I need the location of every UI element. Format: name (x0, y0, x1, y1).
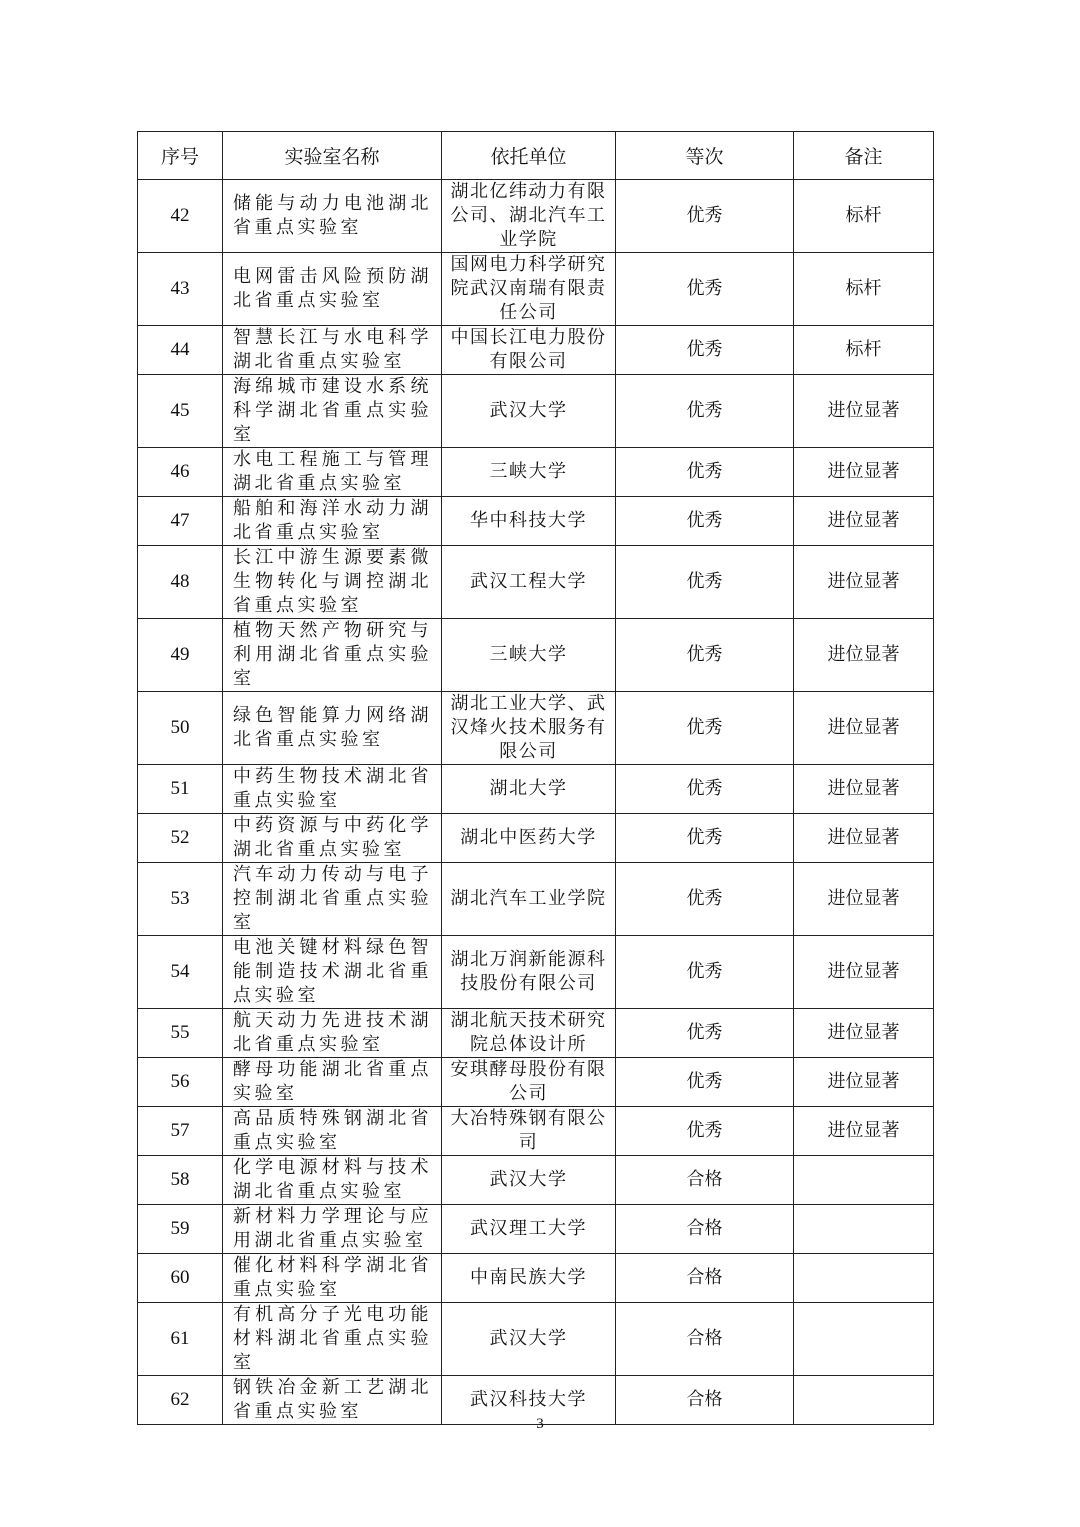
header-host-unit: 依托单位 (442, 132, 616, 180)
cell-note-text: 标杆 (845, 205, 882, 226)
cell-serial-number-text: 44 (170, 339, 190, 360)
cell-serial-number (138, 180, 223, 253)
table-row (138, 936, 934, 1009)
cell-note-text: 进位显著 (827, 717, 900, 738)
cell-serial-number (138, 619, 223, 692)
cell-lab-name (223, 1156, 442, 1205)
cell-grade-text: 合格 (686, 1169, 723, 1190)
cell-note (794, 1303, 934, 1376)
cell-grade (616, 692, 794, 765)
cell-grade-text: 优秀 (686, 717, 723, 738)
cell-host-unit (442, 448, 616, 497)
cell-host-unit (442, 1303, 616, 1376)
cell-serial-number-text: 57 (170, 1120, 190, 1141)
cell-serial-number (138, 936, 223, 1009)
cell-serial-number (138, 692, 223, 765)
table-row (138, 1058, 934, 1107)
table-row (138, 765, 934, 814)
cell-note (794, 448, 934, 497)
cell-lab-name (223, 253, 442, 326)
cell-host-unit (442, 1156, 616, 1205)
table-row (138, 1107, 934, 1156)
cell-serial-number (138, 765, 223, 814)
cell-lab-name-text: 植物天然产物研究与利用湖北省重点实验室 (233, 620, 432, 689)
table-row (138, 497, 934, 546)
cell-serial-number (138, 1205, 223, 1254)
cell-note (794, 497, 934, 546)
cell-grade-text: 优秀 (686, 339, 723, 360)
cell-serial-number-text: 42 (170, 205, 190, 226)
table-row (138, 1205, 934, 1254)
cell-host-unit (442, 497, 616, 546)
cell-grade-text: 优秀 (686, 1120, 723, 1141)
cell-grade (616, 253, 794, 326)
cell-serial-number (138, 1156, 223, 1205)
table-row (138, 619, 934, 692)
cell-host-unit-text: 湖北航天技术研究院总体设计所 (450, 1010, 607, 1055)
cell-serial-number-text: 56 (170, 1071, 190, 1092)
cell-host-unit-text: 武汉大学 (489, 1328, 568, 1349)
cell-note-text: 进位显著 (827, 461, 900, 482)
cell-grade (616, 936, 794, 1009)
cell-lab-name (223, 375, 442, 448)
cell-note-text: 进位显著 (827, 827, 900, 848)
cell-serial-number (138, 497, 223, 546)
cell-host-unit (442, 546, 616, 619)
cell-lab-name (223, 326, 442, 375)
cell-lab-name-text: 电网雷击风险预防湖北省重点实验室 (233, 266, 432, 311)
cell-host-unit-text: 湖北工业大学、武汉烽火技术服务有限公司 (450, 693, 607, 762)
table-body (138, 180, 934, 1425)
cell-lab-name-text: 催化材料科学湖北省重点实验室 (233, 1255, 432, 1300)
cell-serial-number-text: 59 (170, 1218, 190, 1239)
cell-grade (616, 497, 794, 546)
cell-grade (616, 326, 794, 375)
cell-serial-number-text: 55 (170, 1022, 190, 1043)
cell-serial-number-text: 62 (170, 1389, 190, 1410)
cell-host-unit (442, 375, 616, 448)
cell-host-unit-text: 湖北大学 (489, 778, 568, 799)
cell-lab-name (223, 180, 442, 253)
table-row (138, 692, 934, 765)
header-lab-name: 实验室名称 (223, 132, 442, 180)
cell-grade-text: 优秀 (686, 278, 723, 299)
cell-note-text: 进位显著 (827, 1071, 900, 1092)
cell-host-unit (442, 619, 616, 692)
cell-serial-number-text: 47 (170, 510, 190, 531)
cell-lab-name-text: 汽车动力传动与电子控制湖北省重点实验室 (233, 864, 432, 933)
cell-host-unit (442, 1058, 616, 1107)
cell-host-unit-text: 国网电力科学研究院武汉南瑞有限责任公司 (450, 254, 607, 323)
page-number: 3 (536, 1416, 544, 1432)
cell-serial-number (138, 253, 223, 326)
cell-note-text: 进位显著 (827, 571, 900, 592)
cell-host-unit-text: 湖北汽车工业学院 (450, 888, 607, 909)
cell-note (794, 692, 934, 765)
cell-grade (616, 448, 794, 497)
cell-grade (616, 1303, 794, 1376)
cell-host-unit-text: 大冶特殊钢有限公司 (450, 1108, 607, 1153)
cell-note-text: 进位显著 (827, 644, 900, 665)
cell-lab-name-text: 有机高分子光电功能材料湖北省重点实验室 (233, 1304, 432, 1373)
cell-host-unit-text: 湖北中医药大学 (460, 827, 597, 848)
cell-serial-number (138, 863, 223, 936)
cell-lab-name-text: 智慧长江与水电科学湖北省重点实验室 (233, 327, 432, 372)
table-row (138, 863, 934, 936)
cell-lab-name-text: 航天动力先进技术湖北省重点实验室 (233, 1010, 432, 1055)
cell-grade-text: 优秀 (686, 778, 723, 799)
cell-grade-text: 优秀 (686, 510, 723, 531)
cell-lab-name (223, 1009, 442, 1058)
cell-serial-number (138, 1254, 223, 1303)
table-header-row (138, 132, 934, 180)
table-row (138, 180, 934, 253)
cell-grade (616, 1009, 794, 1058)
cell-note (794, 546, 934, 619)
cell-note (794, 180, 934, 253)
cell-note-text: 进位显著 (827, 778, 900, 799)
cell-lab-name-text: 绿色智能算力网络湖北省重点实验室 (233, 705, 432, 750)
cell-note (794, 863, 934, 936)
cell-serial-number (138, 1303, 223, 1376)
cell-host-unit-text: 三峡大学 (489, 461, 568, 482)
cell-lab-name (223, 1205, 442, 1254)
cell-host-unit (442, 1205, 616, 1254)
cell-note-text: 标杆 (845, 278, 882, 299)
cell-host-unit (442, 1254, 616, 1303)
cell-serial-number-text: 48 (170, 571, 190, 592)
cell-grade-text: 合格 (686, 1389, 723, 1410)
cell-grade-text: 优秀 (686, 461, 723, 482)
cell-serial-number-text: 45 (170, 400, 190, 421)
cell-note-text: 标杆 (845, 339, 882, 360)
cell-grade (616, 814, 794, 863)
cell-grade-text: 优秀 (686, 400, 723, 421)
cell-note (794, 1058, 934, 1107)
cell-lab-name-text: 中药生物技术湖北省重点实验室 (233, 766, 432, 811)
cell-serial-number-text: 61 (170, 1328, 190, 1349)
cell-grade (616, 1156, 794, 1205)
cell-lab-name-text: 电池关键材料绿色智能制造技术湖北省重点实验室 (233, 937, 432, 1006)
cell-host-unit-text: 三峡大学 (489, 644, 568, 665)
cell-serial-number (138, 1009, 223, 1058)
cell-lab-name-text: 水电工程施工与管理湖北省重点实验室 (233, 449, 432, 494)
cell-serial-number (138, 1058, 223, 1107)
cell-grade-text: 合格 (686, 1328, 723, 1349)
cell-grade (616, 1254, 794, 1303)
cell-grade (616, 1058, 794, 1107)
cell-grade-text: 优秀 (686, 961, 723, 982)
cell-serial-number (138, 546, 223, 619)
cell-note-text: 进位显著 (827, 1120, 900, 1141)
cell-grade (616, 546, 794, 619)
cell-host-unit-text: 华中科技大学 (470, 510, 587, 531)
header-serial-number: 序号 (138, 132, 223, 180)
cell-host-unit (442, 180, 616, 253)
cell-note (794, 1107, 934, 1156)
cell-note (794, 1254, 934, 1303)
cell-serial-number-text: 50 (170, 717, 190, 738)
cell-serial-number (138, 814, 223, 863)
cell-note (794, 1156, 934, 1205)
table-row (138, 1254, 934, 1303)
table-row (138, 448, 934, 497)
cell-note (794, 253, 934, 326)
cell-note (794, 936, 934, 1009)
cell-note (794, 1205, 934, 1254)
cell-lab-name-text: 化学电源材料与技术湖北省重点实验室 (233, 1157, 432, 1202)
cell-grade (616, 765, 794, 814)
cell-note (794, 619, 934, 692)
cell-serial-number-text: 60 (170, 1267, 190, 1288)
cell-lab-name-text: 新材料力学理论与应用湖北省重点实验室 (233, 1206, 432, 1251)
cell-serial-number-text: 43 (170, 278, 190, 299)
cell-host-unit (442, 936, 616, 1009)
cell-grade-text: 优秀 (686, 888, 723, 909)
cell-grade-text: 优秀 (686, 205, 723, 226)
cell-serial-number (138, 375, 223, 448)
cell-host-unit (442, 326, 616, 375)
cell-host-unit (442, 765, 616, 814)
cell-note-text: 进位显著 (827, 400, 900, 421)
table-row (138, 546, 934, 619)
cell-grade (616, 863, 794, 936)
cell-serial-number-text: 54 (170, 961, 190, 982)
table-row (138, 1156, 934, 1205)
header-grade: 等次 (616, 132, 794, 180)
cell-lab-name (223, 1303, 442, 1376)
cell-lab-name-text: 储能与动力电池湖北省重点实验室 (233, 193, 432, 238)
cell-serial-number-text: 52 (170, 827, 190, 848)
cell-host-unit-text: 武汉大学 (489, 400, 568, 421)
cell-serial-number-text: 53 (170, 888, 190, 909)
cell-lab-name (223, 448, 442, 497)
cell-lab-name (223, 936, 442, 1009)
cell-grade-text: 优秀 (686, 827, 723, 848)
cell-lab-name (223, 1107, 442, 1156)
cell-note-text: 进位显著 (827, 1022, 900, 1043)
cell-note (794, 814, 934, 863)
cell-host-unit-text: 武汉理工大学 (470, 1218, 587, 1239)
cell-lab-name (223, 814, 442, 863)
table-row (138, 326, 934, 375)
cell-serial-number-text: 46 (170, 461, 190, 482)
cell-serial-number (138, 326, 223, 375)
cell-grade (616, 180, 794, 253)
cell-host-unit-text: 中国长江电力股份有限公司 (450, 327, 607, 372)
cell-grade-text: 优秀 (686, 571, 723, 592)
cell-lab-name (223, 1058, 442, 1107)
table-row (138, 1009, 934, 1058)
cell-note-text: 进位显著 (827, 961, 900, 982)
cell-grade (616, 375, 794, 448)
cell-grade-text: 优秀 (686, 1022, 723, 1043)
table-row (138, 814, 934, 863)
cell-host-unit (442, 863, 616, 936)
cell-host-unit-text: 湖北亿纬动力有限公司、湖北汽车工业学院 (450, 181, 607, 250)
cell-lab-name (223, 863, 442, 936)
header-note: 备注 (794, 132, 934, 180)
cell-host-unit-text: 中南民族大学 (470, 1267, 587, 1288)
cell-note-text: 进位显著 (827, 510, 900, 531)
cell-serial-number (138, 1107, 223, 1156)
cell-host-unit-text: 武汉大学 (489, 1169, 568, 1190)
cell-grade-text: 优秀 (686, 644, 723, 665)
cell-grade-text: 合格 (686, 1267, 723, 1288)
cell-lab-name (223, 619, 442, 692)
cell-host-unit (442, 692, 616, 765)
cell-host-unit (442, 253, 616, 326)
cell-lab-name-text: 中药资源与中药化学湖北省重点实验室 (233, 815, 432, 860)
table-row (138, 375, 934, 448)
cell-grade (616, 1205, 794, 1254)
cell-lab-name-text: 船舶和海洋水动力湖北省重点实验室 (233, 498, 432, 543)
cell-serial-number-text: 58 (170, 1169, 190, 1190)
cell-grade-text: 合格 (686, 1218, 723, 1239)
cell-host-unit-text: 武汉工程大学 (470, 571, 587, 592)
cell-serial-number-text: 51 (170, 778, 190, 799)
cell-lab-name-text: 海绵城市建设水系统科学湖北省重点实验室 (233, 376, 432, 445)
cell-lab-name-text: 钢铁冶金新工艺湖北省重点实验室 (233, 1377, 432, 1422)
cell-note (794, 1009, 934, 1058)
cell-host-unit (442, 1009, 616, 1058)
cell-lab-name (223, 692, 442, 765)
cell-lab-name (223, 1254, 442, 1303)
cell-lab-name-text: 酵母功能湖北省重点实验室 (233, 1059, 432, 1104)
cell-lab-name (223, 765, 442, 814)
cell-grade-text: 优秀 (686, 1071, 723, 1092)
cell-serial-number (138, 448, 223, 497)
table-row (138, 253, 934, 326)
laboratory-table (137, 131, 934, 1425)
cell-host-unit-text: 湖北万润新能源科技股份有限公司 (450, 949, 607, 994)
cell-note (794, 375, 934, 448)
cell-serial-number-text: 49 (170, 644, 190, 665)
cell-host-unit (442, 1107, 616, 1156)
cell-host-unit (442, 814, 616, 863)
table-row (138, 1303, 934, 1376)
cell-note (794, 765, 934, 814)
cell-note-text: 进位显著 (827, 888, 900, 909)
cell-lab-name-text: 长江中游生源要素微生物转化与调控湖北省重点实验室 (233, 547, 432, 616)
cell-host-unit-text: 武汉科技大学 (470, 1389, 587, 1410)
cell-note (794, 326, 934, 375)
cell-lab-name (223, 546, 442, 619)
cell-lab-name-text: 高品质特殊钢湖北省重点实验室 (233, 1108, 432, 1153)
cell-lab-name (223, 497, 442, 546)
cell-host-unit-text: 安琪酵母股份有限公司 (450, 1059, 607, 1104)
cell-grade (616, 619, 794, 692)
cell-grade (616, 1107, 794, 1156)
